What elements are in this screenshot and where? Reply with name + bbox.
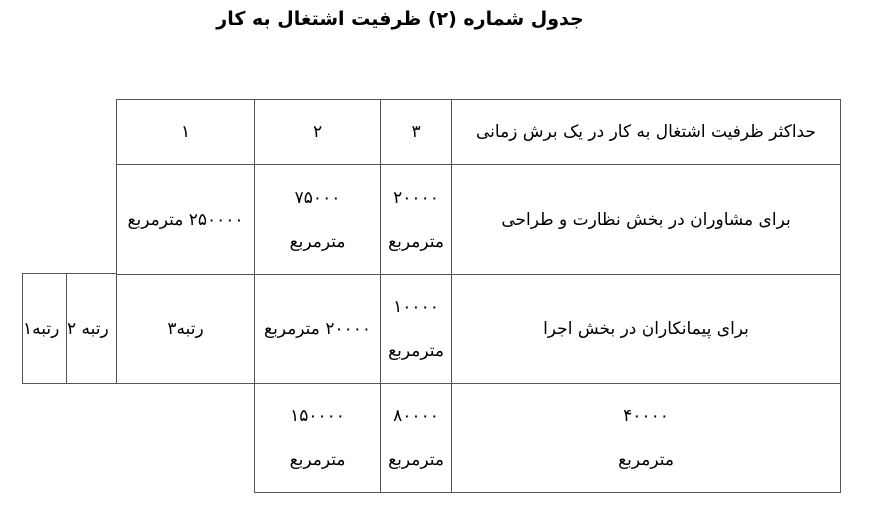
header-col3: ۳ [411,122,421,142]
last-col3-cell [380,383,452,493]
consultants-label-cell [451,164,841,275]
consultants-col1-cell [116,164,255,275]
consultants-col2-unit: مترمربع [289,231,346,252]
header-label: حداکثر ظرفیت اشتغال به کار در یک برش زمانی [476,122,816,142]
rank2-label: رتبه ۲ [67,318,109,339]
last-col2-unit: مترمربع [289,450,346,470]
header-label-cell [451,99,841,165]
contractors-col1-cell [116,274,255,384]
header-col1-cell [116,99,255,165]
contractors-col3-cell [380,274,452,384]
table-title: جدول شماره (۲) ظرفيت اشتغال به کار [216,8,584,30]
consultants-col3-value: ۲۰۰۰۰ [393,187,439,208]
contractors-col2-cell [254,274,381,384]
contractors-col3-unit: مترمربع [388,341,444,361]
last-col3-value: ۸۰۰۰۰ [393,406,439,426]
contractors-label-cell [451,274,841,384]
last-label-cell [451,383,841,493]
rank2-cell [66,273,117,384]
header-col2-cell [254,99,381,165]
last-label-value: ۴۰۰۰۰ [623,406,669,426]
rank1-label: رتبه۱ [23,318,60,339]
consultants-col3-unit: مترمربع [388,231,444,252]
contractors-col3-value: ۱۰۰۰۰ [393,297,439,317]
consultants-label: برای مشاوران در بخش نظارت و طراحی [501,209,791,230]
last-col3-unit: مترمربع [388,450,444,470]
contractors-col1: رتبه۳ [167,319,204,339]
header-col3-cell [380,99,452,165]
last-label-unit: مترمربع [618,450,674,470]
contractors-col2: ۲۰۰۰۰ مترمربع [264,319,371,339]
consultants-col2-cell [254,164,381,275]
last-col2-value: ۱۵۰۰۰۰ [290,406,345,426]
consultants-col1: ۲۵۰۰۰۰ مترمربع [127,209,244,230]
last-col2-cell [254,383,381,493]
consultants-col2-value: ۷۵۰۰۰ [294,187,341,208]
contractors-label: برای پیمانکاران در بخش اجرا [543,319,749,339]
header-col2: ۲ [312,122,323,142]
rank1-cell [22,273,67,384]
header-col1: ۱ [180,122,191,142]
consultants-col3-cell [380,164,452,275]
